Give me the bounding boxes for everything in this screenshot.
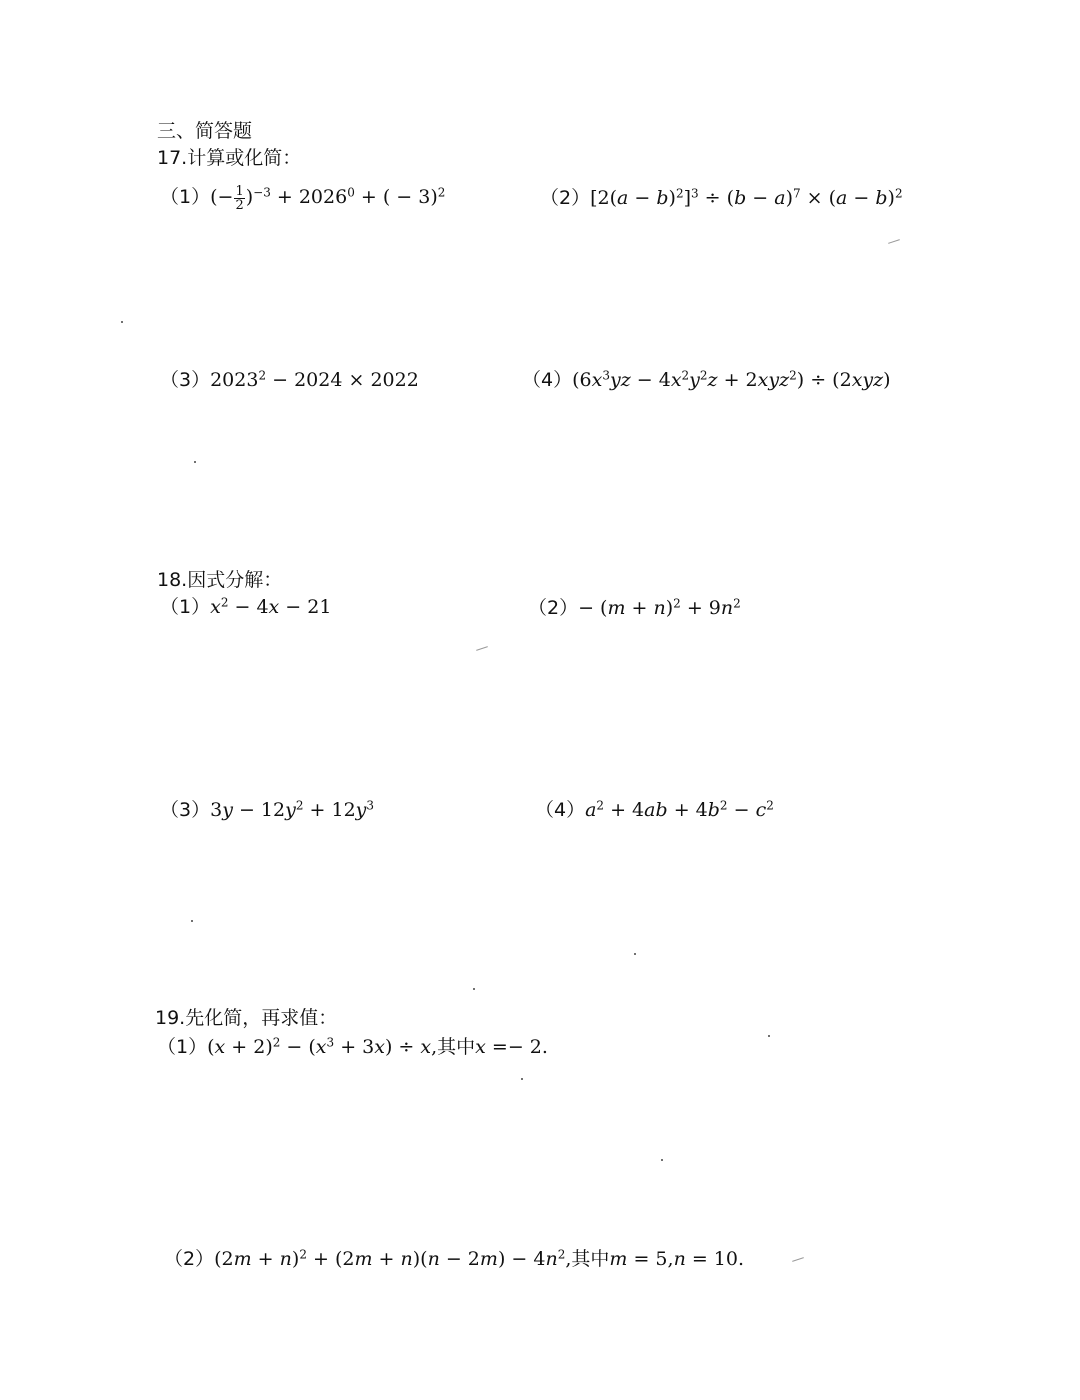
q17-part4: $(4)(6x^3yz - 4x^2y^2z + 2xyz^2) \div (2xyz)$: [522, 368, 891, 391]
q18-title: 18.因式分解：: [157, 569, 283, 591]
section-title: 三、简答题: [157, 120, 253, 142]
scan-mark: [792, 1257, 804, 1262]
scan-speck: [121, 321, 123, 323]
q17-title: 17.计算或化简：: [157, 147, 302, 169]
scan-speck: [661, 1159, 663, 1161]
q17-part1: （1）(− $\frac{1}{2}$ )$^{-3} + 2026^0$ + ( − 3)$^2$: [160, 183, 446, 213]
scan-speck: [634, 953, 636, 955]
scan-speck: [521, 1078, 523, 1080]
q17-part3: $(3)2023^2 - 2024 \times 2022$: [160, 368, 419, 391]
q18-part3: $(3)3y - 12y^2 + 12y^3$: [160, 798, 375, 821]
q17-part4-label: （4）: [522, 369, 573, 391]
q19-part1: $(1)(x + 2)^2 - (x^3 + 3x) \div x$,其中x =− 2.: [157, 1035, 548, 1058]
q19-part2-label: （2）: [164, 1248, 215, 1270]
q19-title: 19.先化简，再求值：: [155, 1007, 338, 1029]
q19-part1-label: （1）: [157, 1036, 208, 1058]
q18-part2: $(2)- (m + n)^2 + 9n^2$: [528, 596, 741, 619]
q17-part1-label: （1）: [160, 186, 211, 208]
q19-part2: $(2)(2m + n)^2 + (2m + n)(n - 2m) - 4n^2$,其中m = 5,n = 10.: [164, 1247, 745, 1270]
scan-mark: [888, 239, 900, 244]
q18-part2-label: （2）: [528, 597, 579, 619]
scan-speck: [194, 461, 196, 463]
q18-part3-label: （3）: [160, 799, 211, 821]
scan-speck: [191, 920, 193, 922]
q18-part4-label: （4）: [535, 799, 586, 821]
q18-part4: $(4)a^2 + 4ab + 4b^2 - c^2$: [535, 798, 774, 821]
q18-part1-label: （1）: [160, 596, 211, 618]
q18-part1: $(1)x^2 - 4x - 21$: [160, 595, 332, 618]
scan-mark: [476, 646, 488, 651]
scan-speck: [473, 988, 475, 990]
q17-part3-label: （3）: [160, 369, 211, 391]
q17-part2: $(2)[2(a - b)^2]^3 \div (b - a)^7 \times (a - b)^2$: [540, 186, 903, 209]
q17-part2-label: （2）: [540, 187, 591, 209]
scan-speck: [768, 1035, 770, 1037]
